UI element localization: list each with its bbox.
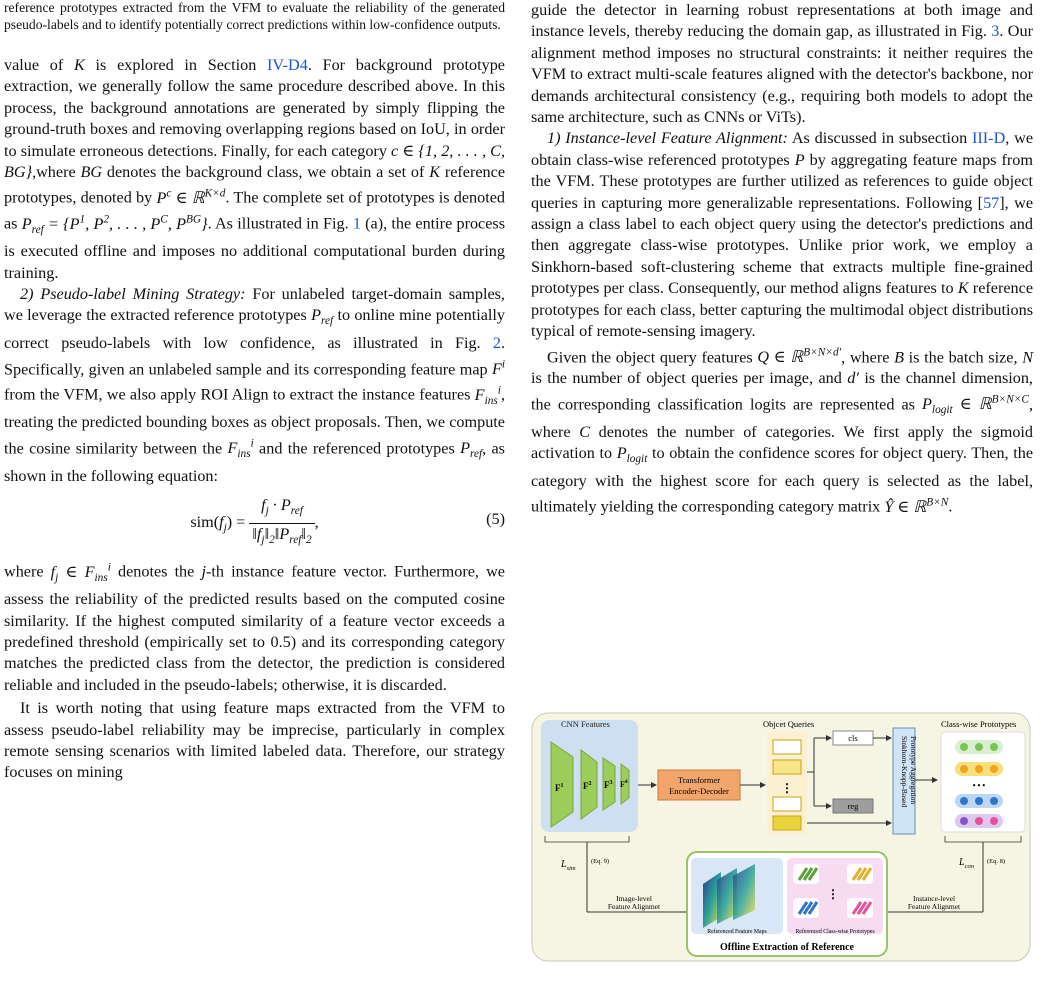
- loss-con-eq: (Eq. 8): [987, 858, 1006, 865]
- f1-label: $F^1$: [555, 783, 564, 793]
- section-link[interactable]: IV-D4: [267, 56, 308, 74]
- svg-text:⋮: ⋮: [781, 781, 793, 795]
- left-column: [4, 0, 505, 784]
- alignment-figure: [531, 712, 1031, 962]
- instance-align-label-1: Instance-level: [912, 894, 956, 903]
- referenced-maps-label: Referenced Feature Maps: [707, 929, 767, 935]
- section-link[interactable]: III-D: [972, 129, 1006, 148]
- equation-number: (5): [486, 510, 505, 529]
- loss-sim-eq: (Eq. 9): [591, 858, 610, 865]
- object-queries-title: Objcet Queries: [763, 719, 815, 729]
- sinkhorn-label-2: Prototype Aggregation: [909, 736, 918, 805]
- image-align-label-1: Image-level: [616, 894, 652, 903]
- loss-con: $L_{con}$: [959, 857, 974, 870]
- query-box-4: [773, 816, 801, 830]
- paragraph-alignment-intro: guide the detector in learning robust representations at both image and instance levels, thereby reducing the domain gap, as illustrated in Fig. 3. Our alignment method imposes no structural constraints: it neither requires the VFM to extract multi-scale features aligned with the detector's backbone, nor demands architectural consistency (e.g., requiring both models to adopt the same architecture, such as CNNs or ViTs).: [531, 1, 1033, 127]
- f3-label: $F^3$: [604, 780, 613, 790]
- figure-link[interactable]: 1: [352, 214, 361, 233]
- paragraph-pseudo-label-mining: 2) Pseudo-label Mining Strategy: For unlabeled target-domain samples, we leverage the extracted reference prototypes $P_{ref}$ to online mine potentially correct pseudo-labels with low confidence, as illustrated in Fig. 2. Specifically, given an unlabeled sample and its corresponding feature map $F^i$ from the VFM, we also apply ROI Align to extract the instance features $F_{ins}^i$, treating the predicted bounding boxes as object proposals. Then, we compute the cosine similarity between the $F_{ins}^i$ and the referenced prototypes $P_{ref}$, as shown in the following equation:: [4, 285, 505, 485]
- query-box-3: [773, 797, 801, 811]
- citation-link[interactable]: 57: [983, 193, 1000, 212]
- reg-label: reg: [847, 801, 859, 811]
- equation-fraction: $\frac{f_j \cdot P_{ref}}{‖f_j‖_2‖P_{ref}‖_2}$: [249, 495, 314, 551]
- figure-caption-fragment: reference prototypes extracted from the VFM to evaluate the reliability of the generated pseudo-labels and to identify potentially correct predictions within low-confidence outputs.: [4, 0, 505, 32]
- paragraph-reliability: where $f_j$ ∈ $F_{ins}^i$ denotes the j-th instance feature vector. Furthermore, we assess the reliability of the predicted results based on the computed cosine similarity. If the highest computed similarity of a feature vector exceeds a predefined threshold (empirically set to 0.5) and its corresponding category matches the predicted class from the detector, the prediction is considered reliable and included in the pseudo-labels; otherwise, it is discarded.: [4, 561, 505, 694]
- loss-sim: $L_{sim}$: [561, 859, 576, 872]
- transformer-label-2: Encoder-Decoder: [669, 786, 729, 796]
- query-box-2: [773, 760, 801, 774]
- equation-5: $sim(f_j)$ = $\frac{f_j \cdot P_{ref}}{‖f_j‖_2‖P_{ref}‖_2}$ , (5): [4, 495, 505, 547]
- paragraph-object-queries: Given the object query features Q ∈ ℝ$^{B\times N\times d'}$, where B is the batch size, N is the number of object queries per image, and d′ is the channel dimension, the corresponding classification logits are represented as $P_{logit}$ ∈ ℝ$^{B\times N\times C}$, where C denotes the number of categories. We first apply the sigmoid activation to $P_{logit}$ to obtain the confidence scores for object query. Then, the category with the highest score for each query is selected as the label, ultimately yielding the corresponding category matrix Ŷ ∈ ℝ$^{B\times N}$.: [531, 346, 1034, 516]
- prototype-ellipsis: • • •: [972, 781, 986, 790]
- image-align-label-2: Feature Alignmet: [607, 902, 661, 911]
- svg-text:⋮: ⋮: [827, 887, 839, 901]
- transformer-label-1: Transformer: [677, 775, 721, 785]
- offline-extraction-title: Offline Extraction of Reference: [720, 942, 854, 953]
- subsection-heading: 1) Instance-level Feature Alignment:: [547, 129, 788, 148]
- right-column: [531, 0, 1033, 518]
- figure-link[interactable]: 2: [492, 334, 501, 353]
- f4-label: $F^4$: [620, 779, 628, 789]
- figure-link[interactable]: 3: [991, 22, 1000, 41]
- paragraph-noting: It is worth noting that using feature maps extracted from the VFM to assess pseudo-label reliability may be imprecise, particularly in complex remote sensing scenarios with limited labeled data. Therefore, our strategy focuses on mining: [4, 699, 505, 782]
- query-box-1: [773, 740, 801, 754]
- paragraph-background-prototypes: value of K is explored in Section IV-D4. For background prototype extraction, we generally follow the same procedure described above. In this process, the background annotations are generated by simply flipping the ground-truth boxes and removing overlapping regions based on IoU, in order to simulate erroneous detections. Finally, for each category c ∈ {1, 2, . . . , C, BG},where BG denotes the background class, we obtain a set of K reference prototypes, denoted by $P^c$ ∈ ℝ$^{K\times d}$. The complete set of prototypes is denoted as $P_{ref} = \{P^1$, $P^2$, . . . , $P^C$, $P^{BG}$}. As illustrated in Fig. 1 (a), the entire process is executed offline and imposes no additional computational burden during training.: [4, 56, 506, 282]
- cls-label: cls: [848, 733, 858, 743]
- f2-label: $F^2$: [583, 781, 592, 791]
- referenced-prototypes-label: Referenced Class-wise Prototypes: [795, 929, 875, 935]
- subsection-heading: 2) Pseudo-label Mining Strategy:: [20, 285, 246, 304]
- class-prototypes-title: Class-wise Prototypes: [941, 719, 1017, 729]
- cnn-features-title: CNN Features: [561, 719, 610, 729]
- instance-align-label-2: Feature Alignmet: [907, 902, 961, 911]
- sinkhorn-label-1: Sinkhorn-Knopp-Based: [900, 736, 909, 808]
- paragraph-instance-alignment: 1) Instance-level Feature Alignment: As discussed in subsection III-D, we obtain class-wise referenced prototypes P by aggregating feature maps from the VFM. These prototypes are further utilized as references to guide object queries in capturing more generalizable representations. Following [57], we assign a class label to each object query using the detector's predictions and then aggregate class-wise prototypes. Unlike prior work, we employ a Sinkhorn-based soft-clustering scheme that extracts multiple fine-grained prototypes per class. Consequently, our method aligns features to K reference prototypes for each class, better capturing the multimodal object distributions typical of remote-sensing imagery.: [531, 129, 1034, 341]
